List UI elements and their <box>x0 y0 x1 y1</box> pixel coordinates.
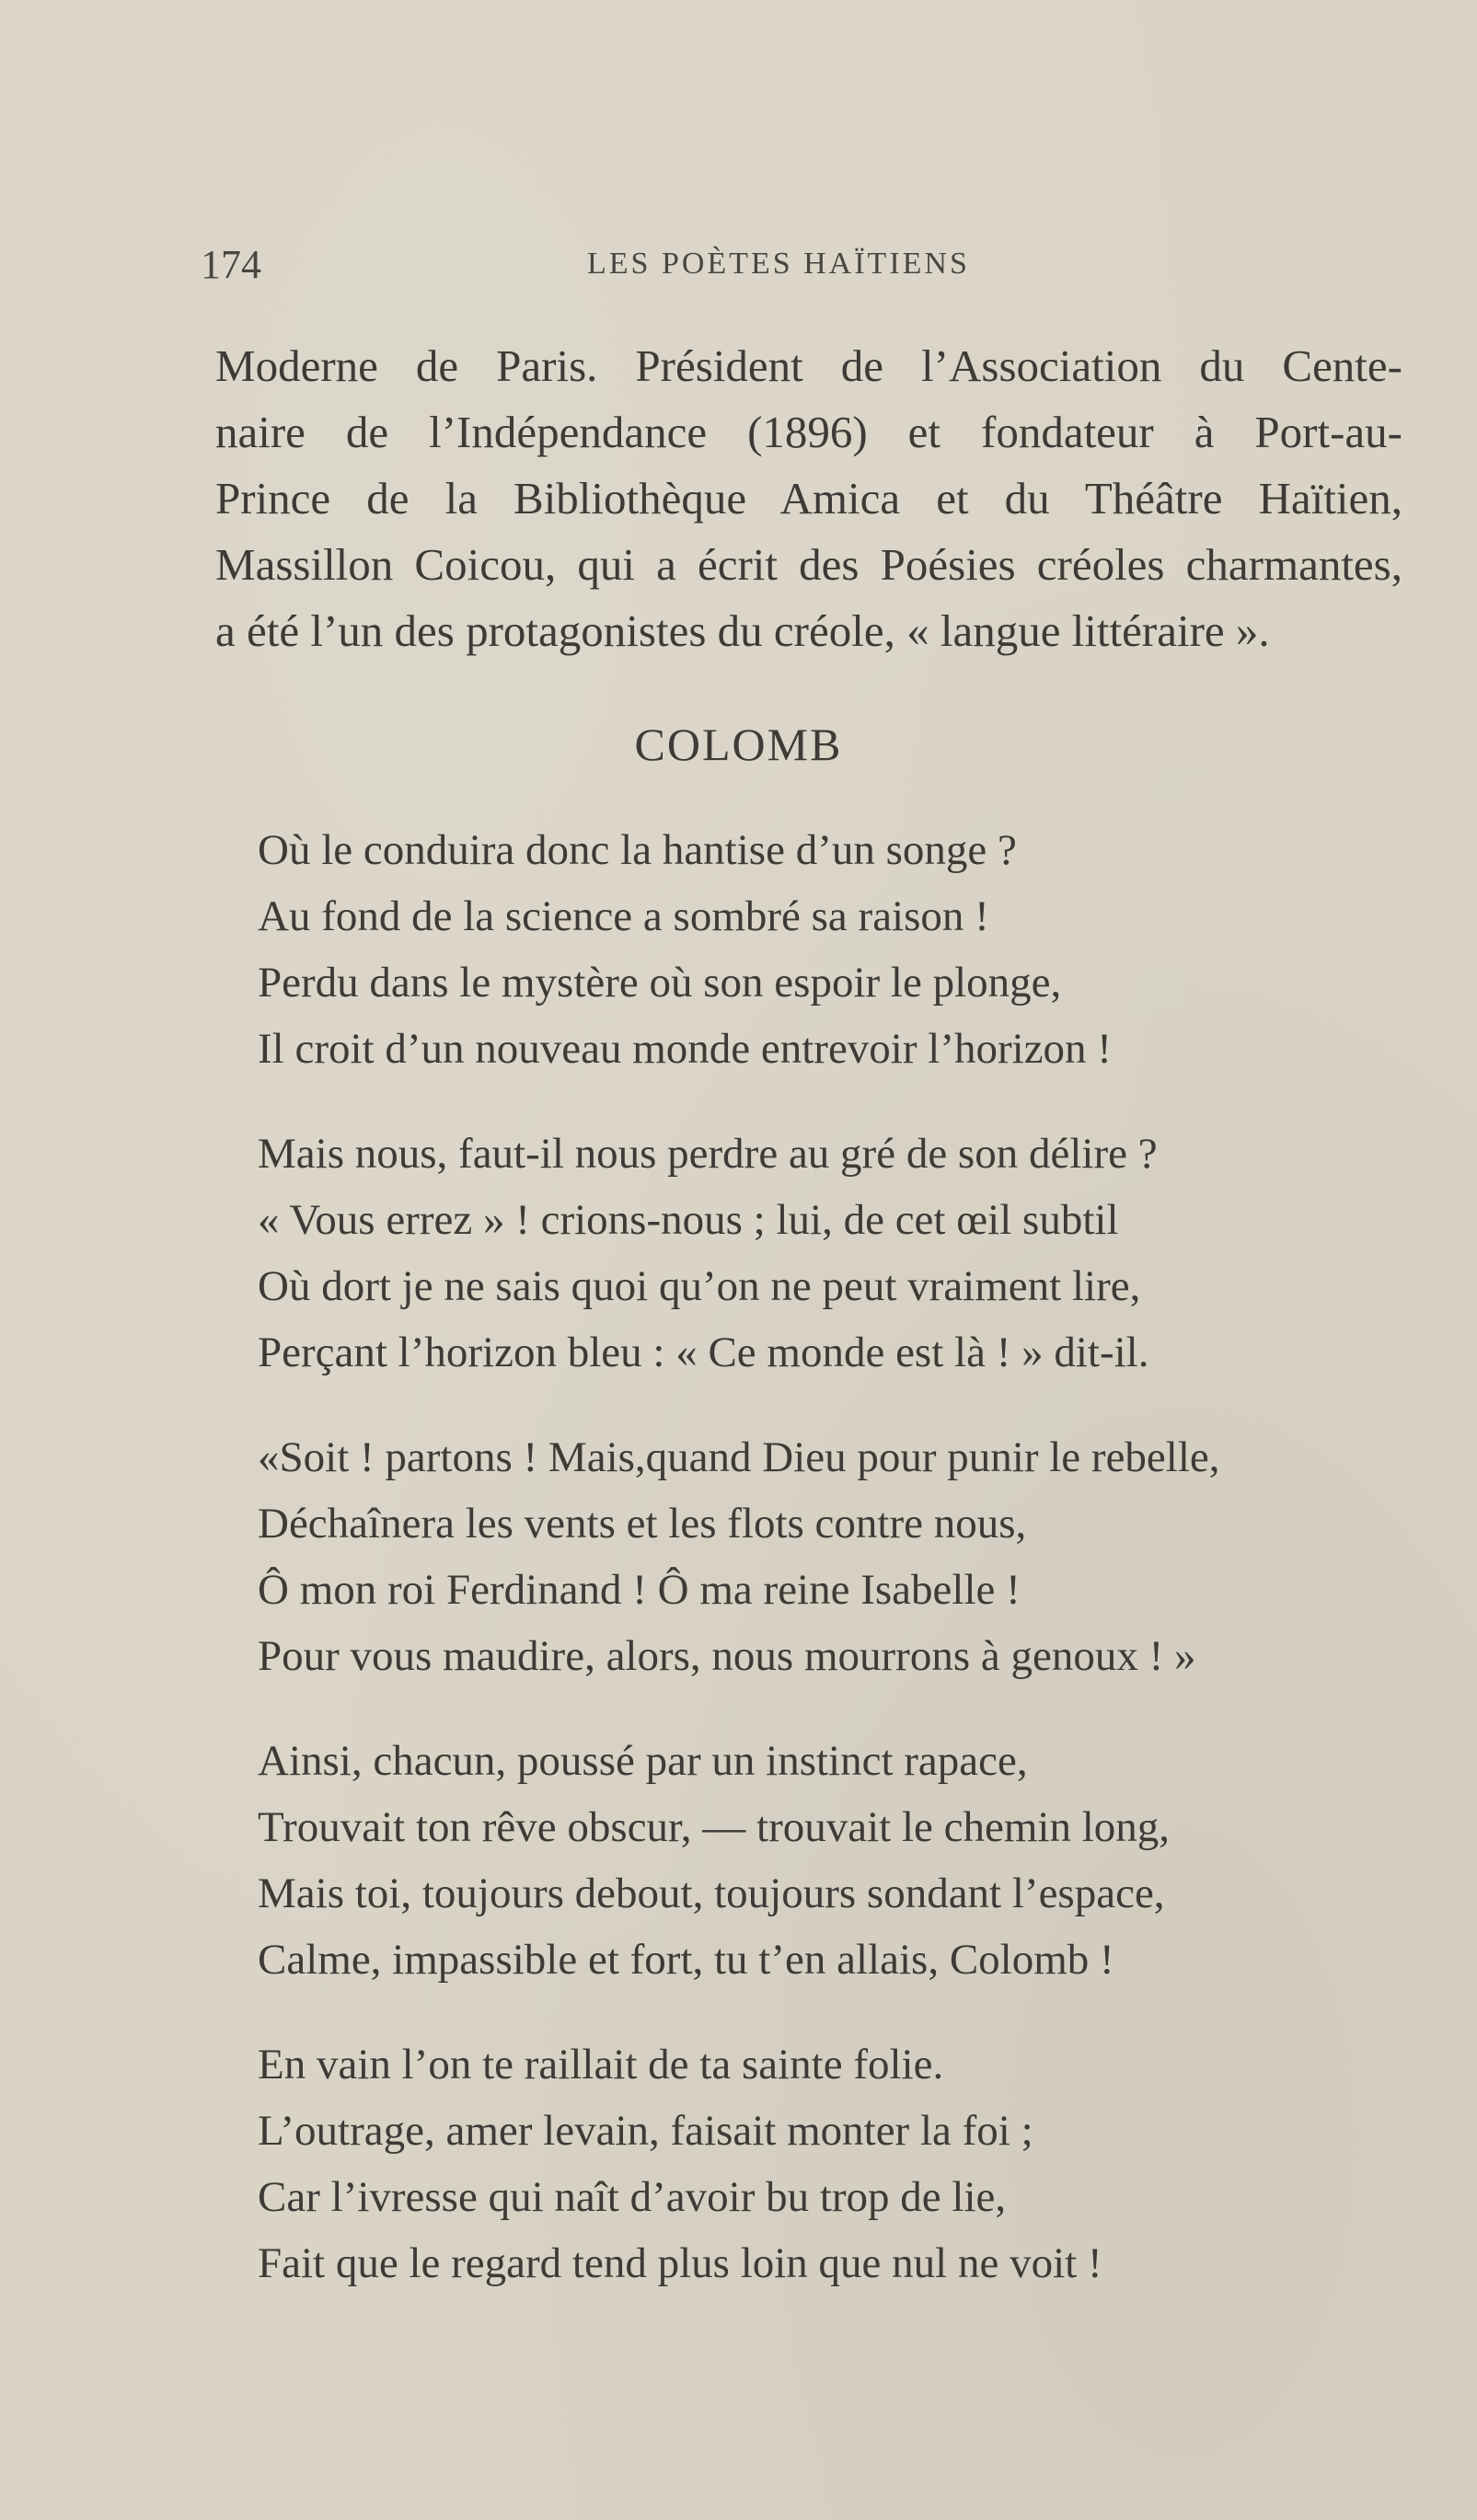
page-header <box>201 241 1305 296</box>
verse-line: Où dort je ne sais quoi qu’on ne peut vraiment lire, <box>258 1262 1141 1310</box>
verse-line: En vain l’on te raillait de ta sainte folie. <box>258 2041 944 2088</box>
verse-line: «Soit ! partons ! Mais,quand Dieu pour punir le rebelle, <box>258 1433 1220 1481</box>
verse-line: Fait que le regard tend plus loin que nul ne voit ! <box>258 2239 1102 2287</box>
verse-line: Perçant l’horizon bleu : « Ce monde est là ! » dit-il. <box>258 1329 1149 1376</box>
verse-line: Il croit d’un nouveau monde entrevoir l’horizon ! <box>258 1025 1112 1073</box>
running-title: LES POÈTES HAÏTIENS <box>587 247 970 281</box>
stanza <box>258 1121 1399 1386</box>
intro-line: Prince de la Bibliothèque Amica et du Théâtre Haïtien, <box>215 473 1402 524</box>
page-number: 174 <box>201 242 261 287</box>
intro-line: Massillon Coicou, qui a écrit des Poésies créoles charmantes, <box>215 539 1402 590</box>
stanza <box>258 817 1399 1082</box>
intro-line: Moderne de Paris. Président de l’Association du Cente- <box>215 340 1402 391</box>
poem-body <box>258 817 1399 2335</box>
stanza <box>258 1424 1399 1689</box>
verse-line: Calme, impassible et fort, tu t’en allais, Colomb ! <box>258 1936 1114 1984</box>
verse-line: L’outrage, amer levain, faisait monter la foi ; <box>258 2107 1033 2155</box>
verse-line: Trouvait ton rêve obscur, — trouvait le chemin long, <box>258 1803 1171 1851</box>
verse-line: Où le conduira donc la hantise d’un songe ? <box>258 826 1017 874</box>
verse-line: Perdu dans le mystère où son espoir le plonge, <box>258 959 1062 1007</box>
intro-line: naire de l’Indépendance (1896) et fondateur à Port-au- <box>215 407 1402 457</box>
intro-paragraph <box>215 333 1402 664</box>
verse-line: Ainsi, chacun, poussé par un instinct rapace, <box>258 1737 1028 1785</box>
verse-line: Pour vous maudire, alors, nous mourrons à genoux ! » <box>258 1632 1196 1680</box>
verse-line: Au fond de la science a sombré sa raison ! <box>258 892 989 940</box>
verse-line: Déchaînera les vents et les flots contre nous, <box>258 1500 1027 1548</box>
verse-line: Ô mon roi Ferdinand ! Ô ma reine Isabelle ! <box>258 1566 1021 1614</box>
stanza <box>258 2031 1399 2296</box>
intro-line: a été l’un des protagonistes du créole, « langue littéraire ». <box>215 605 1270 656</box>
stanza <box>258 1728 1399 1993</box>
verse-line: Car l’ivresse qui naît d’avoir bu trop de lie, <box>258 2173 1007 2221</box>
verse-line: Mais nous, faut-il nous perdre au gré de son délire ? <box>258 1130 1158 1178</box>
poem-title: COLOMB <box>634 719 843 770</box>
verse-line: Mais toi, toujours debout, toujours sondant l’espace, <box>258 1870 1165 1917</box>
verse-line: « Vous errez » ! crions-nous ; lui, de cet œil subtil <box>258 1196 1119 1244</box>
